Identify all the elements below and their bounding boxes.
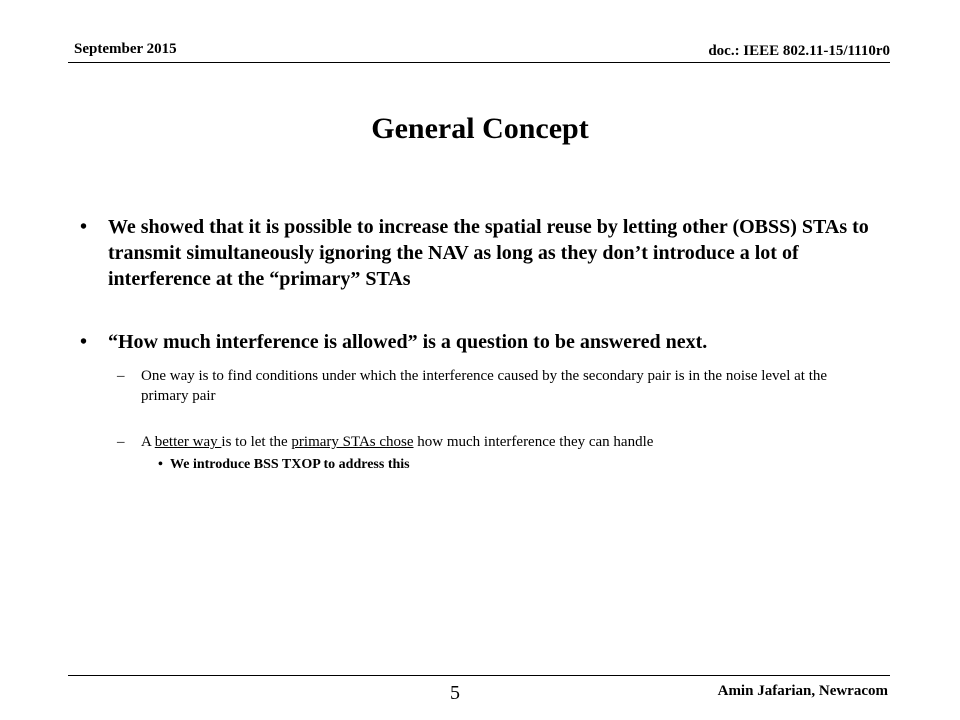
sub-sub-bullet-text: We introduce BSS TXOP to address this xyxy=(170,457,410,472)
text-segment: is to let the xyxy=(221,434,292,450)
bullet-item xyxy=(80,329,870,355)
sub-bullet-text: One way is to find conditions under which the interference caused by the secondary pair is in the noise level at the primary pair xyxy=(141,368,828,404)
sub-sub-bullet-item xyxy=(80,456,870,474)
bullet-marker: • xyxy=(158,457,163,472)
slide-body xyxy=(80,214,870,474)
text-segment: A xyxy=(141,434,155,450)
dash-marker: – xyxy=(117,368,125,384)
bullet-item xyxy=(80,214,870,292)
bullet-text: We showed that it is possible to increase the spatial reuse by letting other (OBSS) STAs to transmit simultaneously ignoring the NAV as long as they don’t introduce a lot of interference at the “primary” STAs xyxy=(108,216,869,290)
slide-title: General Concept xyxy=(371,112,589,145)
bullet-marker: • xyxy=(80,216,88,238)
underlined-phrase: primary STAs chose xyxy=(291,434,414,450)
bullet-marker: • xyxy=(80,331,88,353)
footer-author: Amin Jafarian, Newracom xyxy=(717,683,888,699)
underlined-phrase: better way xyxy=(154,434,222,450)
sub-bullet-item xyxy=(80,432,870,452)
header-date: September 2015 xyxy=(74,41,177,57)
footer-divider xyxy=(68,675,890,676)
page-number: 5 xyxy=(450,682,460,704)
header-divider xyxy=(68,62,890,63)
dash-marker: – xyxy=(117,434,125,450)
sub-bullet-text xyxy=(117,432,870,452)
header-doc-id: doc.: IEEE 802.11-15/1110r0 xyxy=(708,43,890,59)
sub-bullet-item xyxy=(80,366,870,406)
text-segment: how much interference they can handle xyxy=(413,434,654,450)
bullet-text: “How much interference is allowed” is a question to be answered next. xyxy=(108,331,708,353)
